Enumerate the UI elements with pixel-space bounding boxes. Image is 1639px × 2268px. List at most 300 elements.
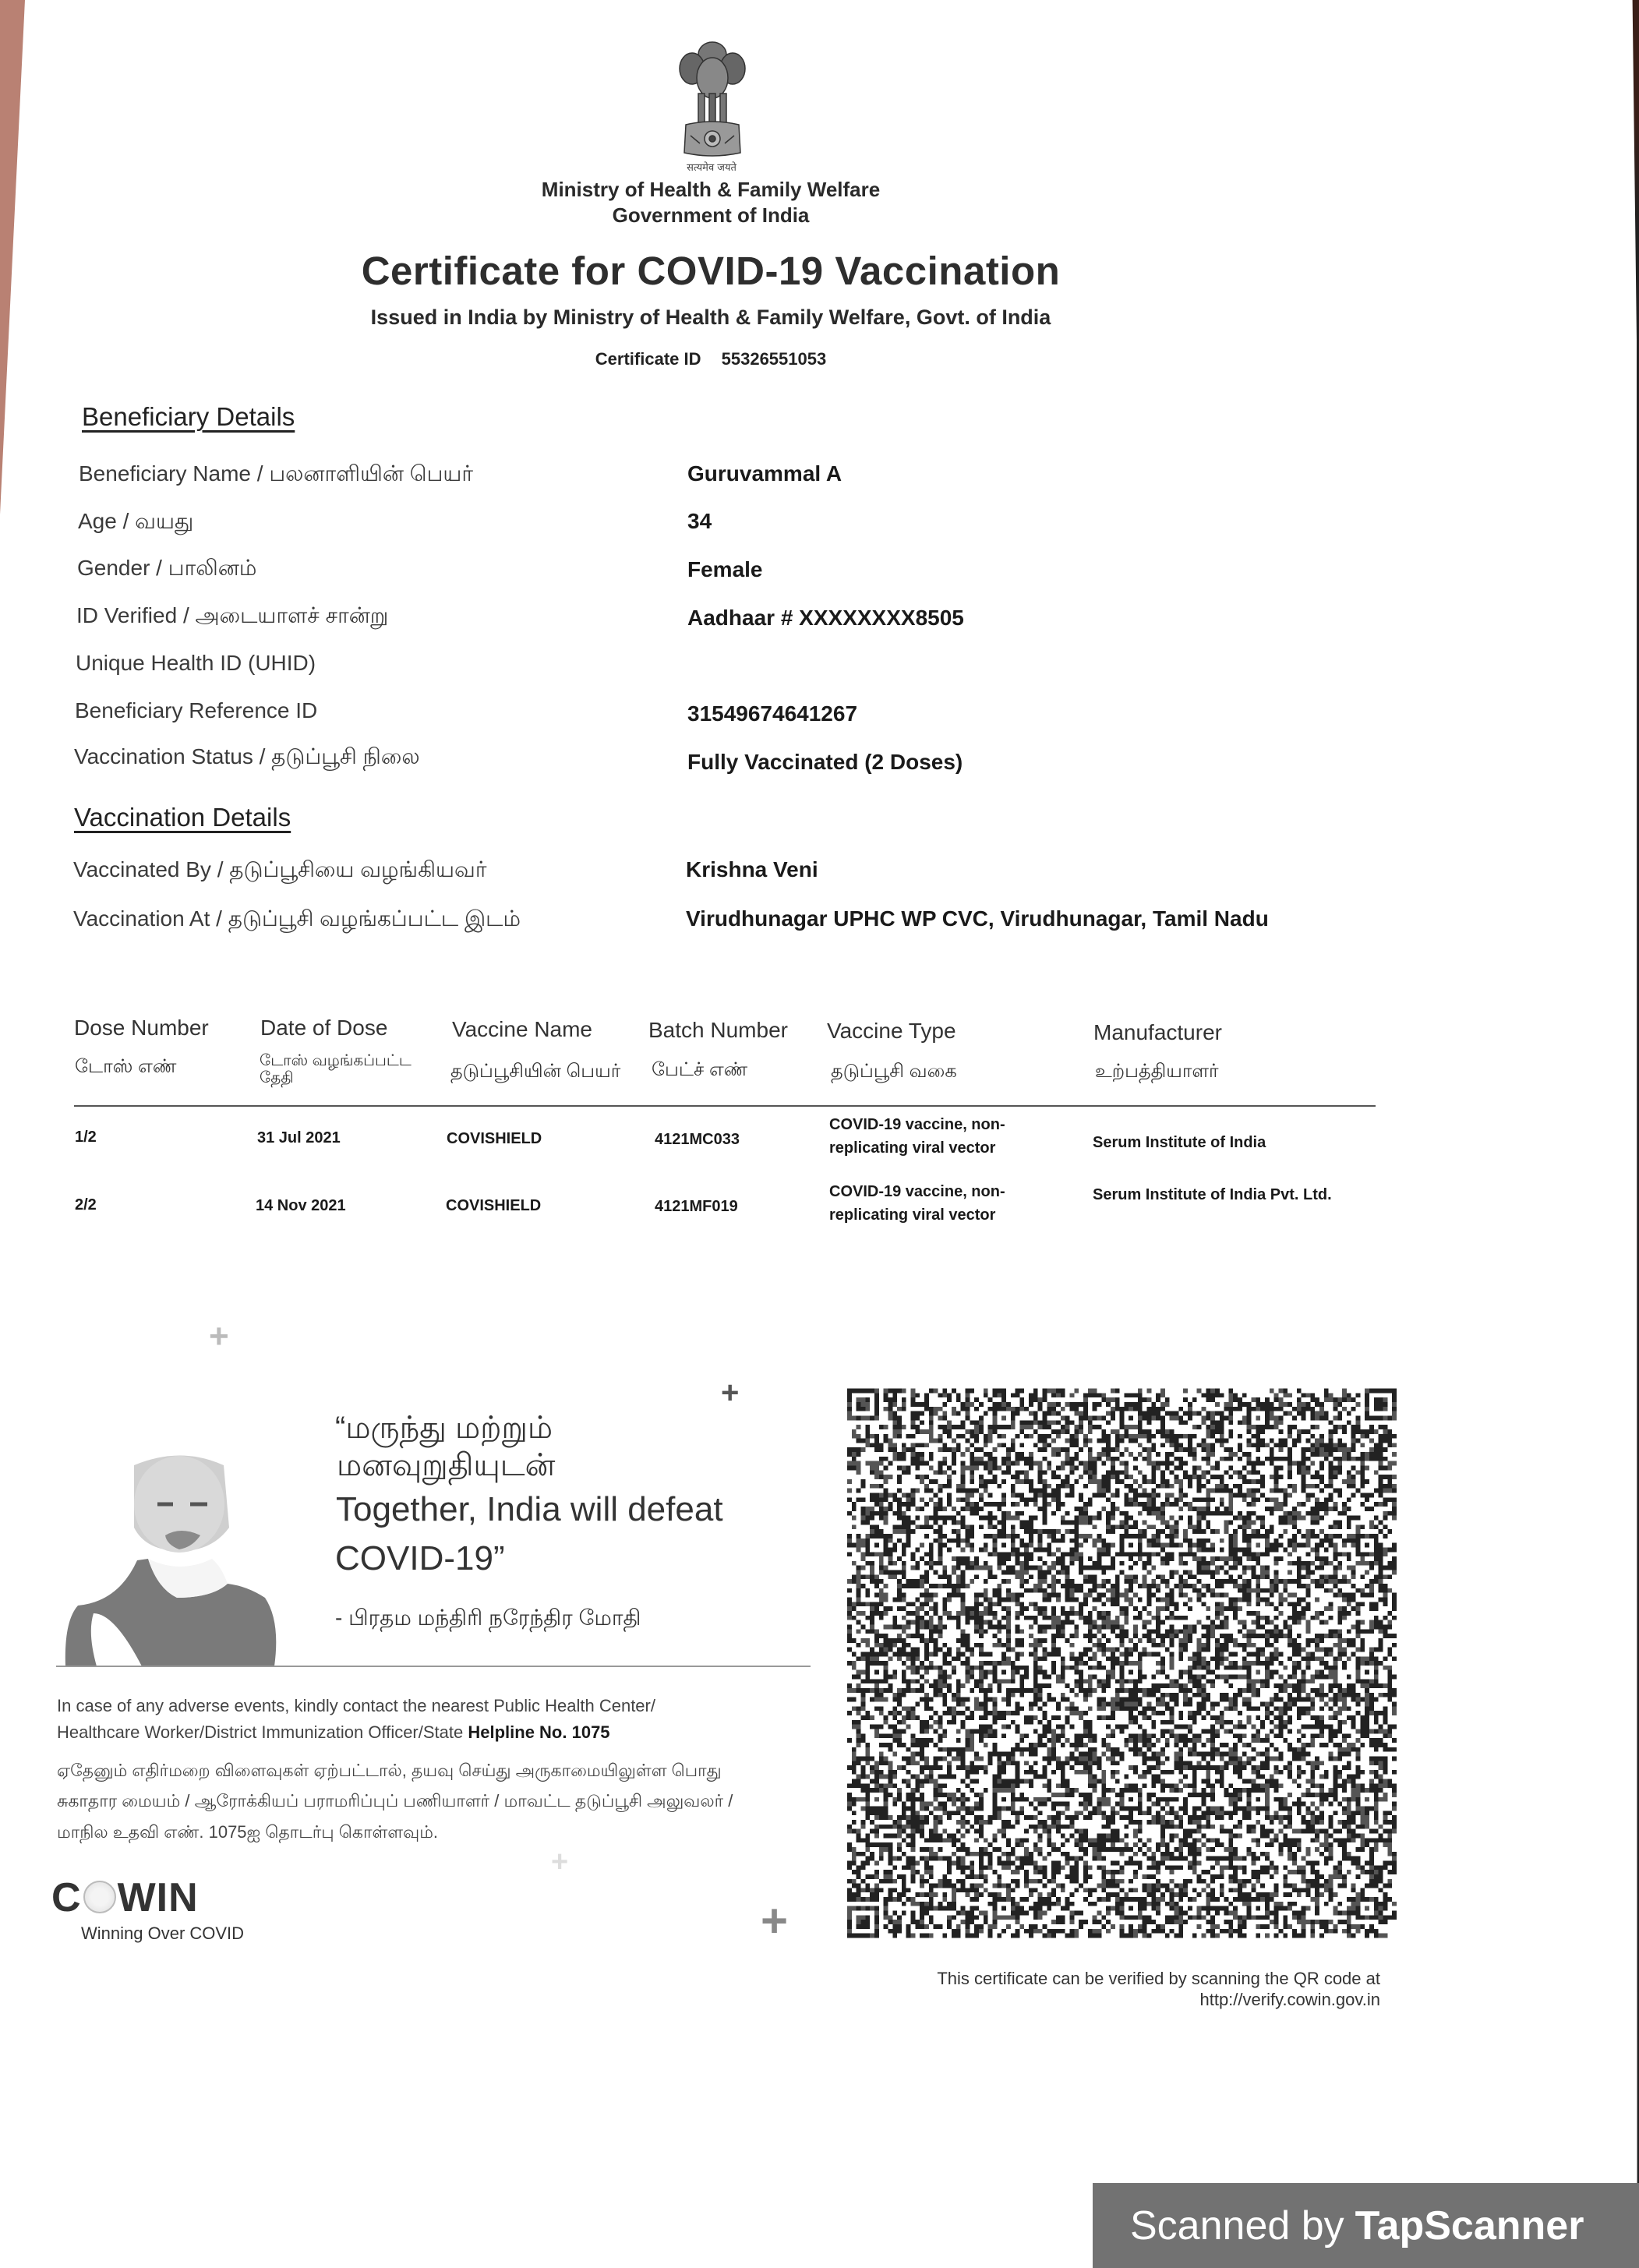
qr-module (857, 1466, 861, 1471)
qr-module (988, 1570, 993, 1575)
qr-module (1247, 1634, 1252, 1638)
qr-module (915, 1393, 920, 1397)
qr-module (956, 1738, 961, 1743)
qr-module (924, 1720, 929, 1725)
qr-module (1101, 1593, 1106, 1598)
qr-module (1011, 1711, 1016, 1715)
qr-module (1033, 1602, 1038, 1606)
qr-module (992, 1634, 997, 1638)
qr-module (1101, 1602, 1106, 1606)
qr-module (1210, 1706, 1215, 1711)
qr-module (984, 1479, 988, 1484)
qr-module (1151, 1552, 1156, 1556)
qr-module (1097, 1561, 1101, 1566)
qr-module (857, 1534, 861, 1538)
qr-module (1305, 1570, 1310, 1575)
qr-module (1260, 1566, 1265, 1570)
qr-module (1038, 1466, 1043, 1471)
qr-module (1256, 1425, 1260, 1429)
qr-module (1115, 1593, 1120, 1598)
qr-module (1192, 1693, 1197, 1697)
qr-module (984, 1461, 988, 1466)
qr-module (1387, 1666, 1392, 1670)
qr-module (1383, 1457, 1388, 1461)
qr-module (1329, 1629, 1333, 1634)
qr-module (1337, 1688, 1342, 1693)
qr-module (860, 1652, 865, 1656)
qr-module (884, 1389, 888, 1394)
qr-module (1133, 1624, 1138, 1629)
qr-module (1133, 1688, 1138, 1693)
qr-module (897, 1434, 902, 1439)
qr-module (929, 1556, 934, 1561)
qr-module (984, 1729, 988, 1733)
qr-module (1392, 1634, 1397, 1638)
qr-module (1165, 1397, 1170, 1402)
qr-module (1097, 1552, 1101, 1556)
qr-module (1093, 1466, 1097, 1471)
qr-module (1333, 1457, 1337, 1461)
qr-module (1138, 1511, 1143, 1516)
qr-module (1292, 1461, 1297, 1466)
qr-module (1129, 1402, 1133, 1407)
qr-module (961, 1584, 966, 1588)
qr-module (1093, 1584, 1097, 1588)
qr-module (1074, 1711, 1079, 1715)
qr-module (1029, 1397, 1033, 1402)
qr-module (1074, 1738, 1079, 1743)
qr-module (942, 1566, 947, 1570)
qr-module (1088, 1439, 1093, 1443)
qr-module (1279, 1661, 1284, 1666)
qr-module (1329, 1574, 1333, 1579)
qr-module (1383, 1602, 1388, 1606)
qr-module (1383, 1547, 1388, 1552)
qr-module (860, 1733, 865, 1738)
qr-module (938, 1670, 943, 1675)
qr-module (979, 1475, 984, 1479)
qr-module (988, 1566, 993, 1570)
qr-module (924, 1593, 929, 1598)
qr-module (911, 1552, 916, 1556)
qr-module (1283, 1584, 1288, 1588)
qr-module (929, 1425, 934, 1429)
qr-module (1242, 1675, 1247, 1680)
qr-module (1029, 1461, 1033, 1466)
qr-module (1156, 1629, 1160, 1634)
qr-module (1302, 1452, 1306, 1457)
qr-module (1183, 1648, 1188, 1652)
qr-module (1369, 1561, 1374, 1566)
qr-module (1183, 1493, 1188, 1498)
qr-module (1097, 1584, 1101, 1588)
qr-module (1383, 1706, 1388, 1711)
qr-module (1138, 1534, 1143, 1538)
qr-module (1342, 1543, 1347, 1548)
qr-module (1047, 1570, 1051, 1575)
qr-module (874, 1497, 879, 1502)
qr-module (1360, 1574, 1365, 1579)
qr-module (1210, 1683, 1215, 1688)
qr-module (1228, 1520, 1233, 1524)
qr-module (974, 1561, 979, 1566)
qr-module (1310, 1520, 1315, 1524)
qr-module (888, 1743, 892, 1747)
qr-module (1051, 1611, 1056, 1616)
qr-module (934, 1507, 938, 1511)
qr-module (1356, 1738, 1361, 1743)
qr-module (974, 1666, 979, 1670)
qr-module (1302, 1706, 1306, 1711)
qr-module (1305, 1493, 1310, 1498)
qr-module (1292, 1675, 1297, 1680)
qr-module (1265, 1661, 1270, 1666)
qr-module (1279, 1675, 1284, 1680)
qr-module (1242, 1725, 1247, 1729)
qr-module (1024, 1434, 1029, 1439)
qr-module (1165, 1693, 1170, 1697)
qr-module (1242, 1524, 1247, 1529)
qr-module (1043, 1520, 1047, 1524)
qr-module (1056, 1620, 1061, 1625)
qr-module (1033, 1497, 1038, 1502)
qr-module (934, 1652, 938, 1656)
qr-module (956, 1693, 961, 1697)
qr-module (920, 1420, 924, 1425)
qr-module (1333, 1415, 1337, 1420)
qr-module (1220, 1720, 1224, 1725)
qr-module (1342, 1407, 1347, 1411)
qr-module (1265, 1547, 1270, 1552)
qr-module (874, 1584, 879, 1588)
qr-module (934, 1638, 938, 1643)
qr-module (979, 1507, 984, 1511)
qr-module (906, 1466, 911, 1471)
qr-module (1383, 1415, 1388, 1420)
qr-module (1138, 1679, 1143, 1683)
qr-module (1038, 1434, 1043, 1439)
qr-module (1305, 1497, 1310, 1502)
qr-module (1083, 1520, 1088, 1524)
qr-module (1038, 1547, 1043, 1552)
qr-module (924, 1697, 929, 1702)
qr-module (1310, 1434, 1315, 1439)
qr-module (1256, 1602, 1260, 1606)
qr-module (1129, 1552, 1133, 1556)
qr-module (1133, 1706, 1138, 1711)
qr-module (870, 1697, 874, 1702)
qr-module (897, 1516, 902, 1521)
qr-module (1033, 1411, 1038, 1416)
qr-module (1138, 1688, 1143, 1693)
qr-module (1147, 1602, 1152, 1606)
qr-module (1156, 1415, 1160, 1420)
qr-module (1247, 1407, 1252, 1411)
qr-module (1056, 1466, 1061, 1471)
qr-module (1356, 1393, 1361, 1397)
qr-module (1228, 1507, 1233, 1511)
qr-module (1247, 1538, 1252, 1543)
qr-module (1365, 1683, 1369, 1688)
qr-module (1124, 1552, 1129, 1556)
qr-module (1383, 1566, 1388, 1570)
qr-module (1315, 1693, 1319, 1697)
qr-module (1360, 1443, 1365, 1447)
qr-module (1315, 1475, 1319, 1479)
qr-module (1183, 1725, 1188, 1729)
qr-module (1374, 1402, 1379, 1407)
qr-module (1270, 1389, 1274, 1394)
qr-module (1238, 1511, 1242, 1516)
qr-module (1001, 1679, 1006, 1683)
qr-module (1124, 1407, 1129, 1411)
qr-module (865, 1743, 870, 1747)
qr-module (1206, 1497, 1210, 1502)
qr-module (911, 1397, 916, 1402)
qr-module (857, 1743, 861, 1747)
qr-module (1160, 1502, 1165, 1507)
qr-module (1329, 1579, 1333, 1584)
qr-module (965, 1638, 970, 1643)
qr-module (929, 1638, 934, 1643)
qr-module (1220, 1602, 1224, 1606)
qr-module (1374, 1534, 1379, 1538)
qr-module (1178, 1447, 1183, 1452)
qr-module (1129, 1543, 1133, 1548)
qr-module (1238, 1598, 1242, 1602)
qr-module (1088, 1447, 1093, 1452)
qr-module (1011, 1593, 1016, 1598)
qr-module (961, 1629, 966, 1634)
qr-module (888, 1683, 892, 1688)
qr-module (1242, 1634, 1247, 1638)
qr-module (938, 1738, 943, 1743)
qr-module (929, 1620, 934, 1625)
qr-module (1283, 1439, 1288, 1443)
qr-module (1143, 1733, 1147, 1738)
qr-module (1274, 1425, 1279, 1429)
qr-module (1305, 1697, 1310, 1702)
qr-module (1356, 1534, 1361, 1538)
qr-module (1265, 1616, 1270, 1620)
qr-module (1265, 1443, 1270, 1447)
qr-module (1329, 1543, 1333, 1548)
qr-module (984, 1393, 988, 1397)
qr-module (1270, 1529, 1274, 1534)
qr-module (1315, 1452, 1319, 1457)
qr-module (1315, 1616, 1319, 1620)
qr-module (1093, 1643, 1097, 1648)
qr-module (892, 1706, 897, 1711)
qr-module (870, 1461, 874, 1466)
qr-module (1383, 1516, 1388, 1521)
qr-module (1019, 1666, 1024, 1670)
qr-module (1106, 1702, 1111, 1707)
qr-module (1310, 1484, 1315, 1489)
qr-module (961, 1593, 966, 1598)
qr-module (1228, 1566, 1233, 1570)
qr-module (1124, 1606, 1129, 1611)
qr-module (1143, 1634, 1147, 1638)
qr-module (1288, 1643, 1292, 1648)
qr-module (1124, 1661, 1129, 1666)
qr-module (1347, 1516, 1351, 1521)
qr-module (1138, 1584, 1143, 1588)
qr-module (1374, 1624, 1379, 1629)
qr-module (1016, 1706, 1020, 1711)
qr-module (1143, 1507, 1147, 1511)
qr-module (1038, 1638, 1043, 1643)
qr-module (1319, 1670, 1324, 1675)
qr-module (1319, 1447, 1324, 1452)
qr-module (924, 1516, 929, 1521)
qr-module (906, 1497, 911, 1502)
qr-module (1274, 1606, 1279, 1611)
qr-module (1242, 1475, 1247, 1479)
qr-module (979, 1666, 984, 1670)
qr-module (952, 1566, 956, 1570)
qr-module (1315, 1439, 1319, 1443)
qr-module (1079, 1543, 1083, 1548)
qr-module (1170, 1598, 1174, 1602)
qr-module (1156, 1702, 1160, 1707)
qr-module (1319, 1656, 1324, 1661)
qr-module (1329, 1479, 1333, 1484)
qr-module (906, 1543, 911, 1548)
qr-module (1038, 1534, 1043, 1538)
qr-module (1174, 1502, 1179, 1507)
qr-module (1156, 1620, 1160, 1625)
qr-module (1001, 1606, 1006, 1611)
qr-module (924, 1602, 929, 1606)
qr-module (1365, 1688, 1369, 1693)
qr-module (879, 1443, 884, 1447)
qr-module (974, 1397, 979, 1402)
qr-module (979, 1602, 984, 1606)
qr-module (1329, 1434, 1333, 1439)
qr-module (1192, 1543, 1197, 1548)
qr-module (965, 1489, 970, 1493)
qr-module (1192, 1666, 1197, 1670)
qr-module (974, 1606, 979, 1611)
qr-module (997, 1552, 1001, 1556)
qr-module (865, 1561, 870, 1566)
qr-module (1215, 1420, 1220, 1425)
qr-module (870, 1656, 874, 1661)
qr-module (1151, 1683, 1156, 1688)
qr-module (934, 1602, 938, 1606)
qr-module (1069, 1552, 1074, 1556)
qr-module (1183, 1643, 1188, 1648)
qr-module (1210, 1393, 1215, 1397)
qr-module (947, 1611, 952, 1616)
qr-module (1001, 1711, 1006, 1715)
qr-module (892, 1524, 897, 1529)
qr-module (1310, 1656, 1315, 1661)
qr-module (1305, 1584, 1310, 1588)
qr-module (1201, 1729, 1206, 1733)
qr-module (1024, 1497, 1029, 1502)
qr-module (1374, 1574, 1379, 1579)
qr-module (1115, 1602, 1120, 1606)
qr-module (1247, 1666, 1252, 1670)
qr-module (1047, 1484, 1051, 1489)
qr-module (1143, 1529, 1147, 1534)
qr-module (956, 1561, 961, 1566)
qr-module (857, 1683, 861, 1688)
qr-module (1247, 1443, 1252, 1447)
qr-module (1265, 1711, 1270, 1715)
qr-module (1143, 1738, 1147, 1743)
qr-module (1260, 1738, 1265, 1743)
qr-module (1147, 1611, 1152, 1616)
qr-module (1247, 1415, 1252, 1420)
qr-module (1347, 1611, 1351, 1616)
qr-module (1333, 1447, 1337, 1452)
qr-module (1238, 1434, 1242, 1439)
qr-module (1351, 1652, 1356, 1656)
qr-module (902, 1652, 906, 1656)
qr-module (1201, 1556, 1206, 1561)
qr-module (1097, 1706, 1101, 1711)
qr-module (1279, 1706, 1284, 1711)
qr-module (1274, 1507, 1279, 1511)
qr-module (1210, 1738, 1215, 1743)
qr-module (1310, 1411, 1315, 1416)
qr-module (1279, 1420, 1284, 1425)
qr-module (1115, 1447, 1120, 1452)
qr-module (1319, 1411, 1324, 1416)
qr-module (860, 1584, 865, 1588)
qr-module (1138, 1725, 1143, 1729)
qr-module (1252, 1738, 1256, 1743)
qr-module (1387, 1693, 1392, 1697)
qr-module (1160, 1556, 1165, 1561)
qr-module (924, 1484, 929, 1489)
qr-module (1115, 1702, 1120, 1707)
qr-module (1106, 1447, 1111, 1452)
qr-module (1192, 1470, 1197, 1475)
qr-module (979, 1725, 984, 1729)
qr-module (1088, 1629, 1093, 1634)
qr-module (1174, 1702, 1179, 1707)
qr-module (1374, 1679, 1379, 1683)
qr-module (1374, 1606, 1379, 1611)
qr-module (1392, 1598, 1397, 1602)
qr-module (952, 1556, 956, 1561)
qr-module (1365, 1670, 1369, 1675)
qr-module (1228, 1457, 1233, 1461)
qr-module (974, 1706, 979, 1711)
qr-module (1292, 1702, 1297, 1707)
qr-module (1224, 1697, 1229, 1702)
beneficiary-reference-id-label: Beneficiary Reference ID (75, 698, 318, 722)
qr-module (847, 1711, 852, 1715)
qr-module (1220, 1624, 1224, 1629)
qr-module (1302, 1711, 1306, 1715)
qr-module (920, 1593, 924, 1598)
qr-module (956, 1611, 961, 1616)
qr-module (911, 1711, 916, 1715)
qr-module (1374, 1415, 1379, 1420)
qr-module (1283, 1711, 1288, 1715)
qr-module (1188, 1675, 1192, 1680)
qr-module (915, 1648, 920, 1652)
qr-module (1069, 1666, 1074, 1670)
qr-module (1088, 1452, 1093, 1457)
qr-module (1043, 1507, 1047, 1511)
qr-module (992, 1447, 997, 1452)
